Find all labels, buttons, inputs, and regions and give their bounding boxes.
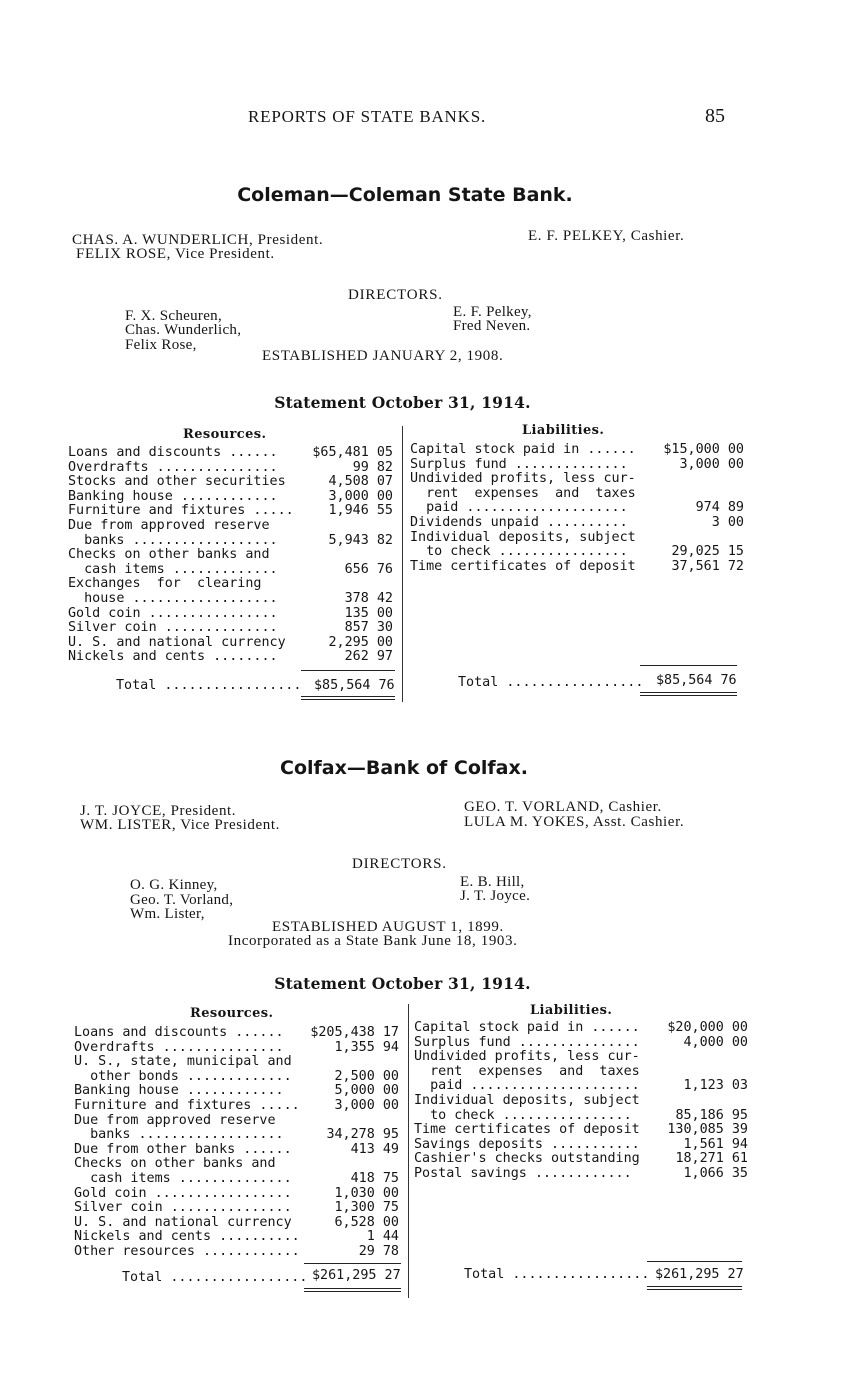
double-rule [304,1288,401,1289]
resource-row [74,1216,404,1231]
resource-row [68,548,398,563]
liability-row [414,1034,748,1051]
directors-heading: DIRECTORS. [348,287,443,303]
resource-row [68,475,398,490]
double-rule [640,692,737,693]
resource-row [68,563,398,578]
resource-row [68,577,398,592]
director-name: Wm. Lister, [130,906,205,922]
line-item-amount: 99 82 [352,459,393,475]
incorporated-date: Incorporated as a State Bank June 18, 1903. [228,933,518,949]
liabilities-heading: Liabilities. [522,423,605,438]
line-item-label: Surplus fund .............. [410,456,628,472]
resource-row [74,1187,404,1202]
line-item-label: rent expenses and taxes [410,485,636,501]
line-item-label: Loans and discounts ...... [74,1025,284,1040]
resource-row [68,650,398,665]
line-item-amount: 6,528 00 [334,1214,399,1230]
line-item-amount: 3,000 00 [328,488,393,504]
liability-row [414,1094,744,1109]
double-rule [647,1289,742,1290]
officer-vice-president: WM. LISTER, Vice President. [80,817,280,833]
line-item-label: Gold coin ................ [68,605,278,621]
resource-row [74,1099,404,1114]
line-item-amount: $65,481 05 [312,445,393,460]
total-rule [640,665,737,666]
line-item-label: Stocks and other securities [68,474,286,490]
line-item-label: cash items .............. [74,1170,292,1186]
line-item-amount: 37,561 72 [671,558,744,574]
line-item-label: Checks on other banks and [74,1156,276,1172]
line-item-amount: 5,943 82 [328,532,393,548]
column-divider [402,426,403,702]
line-item-label: Checks on other banks and [68,547,270,563]
liabilities-heading: Liabilities. [530,1003,613,1018]
director-name: E. F. Pelkey, [453,304,532,320]
liability-row [414,1151,748,1167]
line-item-amount: 18,271 61 [675,1151,748,1167]
line-item-label: Due from approved reserve [68,517,270,533]
line-item-amount: 413 49 [350,1141,399,1157]
statement-heading: Statement October 31, 1914. [274,974,531,993]
resource-row [74,1026,404,1041]
line-item-amount: 135 00 [344,605,393,621]
line-item-label: Furniture and fixtures ..... [68,503,294,519]
director-name: E. B. Hill, [460,874,525,890]
line-item-amount: 656 76 [344,561,393,577]
officer-vice-president: FELIX ROSE, Vice President. [76,246,275,262]
directors-heading: DIRECTORS. [352,856,447,872]
liability-row [410,487,740,502]
resource-row [68,592,398,607]
resource-row [74,1230,404,1245]
line-item-amount: 1,066 35 [683,1165,748,1181]
line-item-amount: 2,295 00 [328,634,393,650]
running-header: REPORTS OF STATE BANKS. [248,107,487,126]
line-item-label: house .................. [68,590,278,606]
line-item-label: U. S. and national currency [68,634,286,650]
double-rule [640,695,737,696]
line-item-amount: 29 78 [358,1243,399,1259]
resource-row [68,490,398,505]
liabilities-total-label: Total ................. [458,675,644,690]
line-item-amount: 3,000 00 [334,1097,399,1113]
statement-heading: Statement October 31, 1914. [274,393,531,412]
line-item-label: Other resources ............ [74,1243,300,1259]
liability-row [414,1078,748,1094]
bank-title: Coleman—Coleman State Bank. [237,184,573,206]
resource-row [74,1245,404,1260]
line-item-amount: 3 00 [711,514,744,530]
director-name: Chas. Wunderlich, [125,322,242,338]
liability-row [414,1107,748,1124]
liabilities-total-amount: $85,564 76 [656,673,737,688]
line-item-label: banks .................. [74,1127,284,1143]
liabilities-table [414,1020,748,1182]
line-item-label: U. S. and national currency [74,1214,292,1230]
resource-row [74,1201,404,1216]
resources-heading: Resources. [183,427,267,442]
liability-row [414,1122,748,1138]
officer-president: J. T. JOYCE, President. [80,803,237,819]
director-name: Fred Neven. [453,318,531,334]
total-rule [647,1261,742,1262]
line-item-label: Postal savings ............ [414,1165,632,1181]
resource-row [74,1070,404,1085]
liability-row [410,544,744,560]
line-item-amount: $205,438 17 [310,1025,399,1040]
line-item-amount: $20,000 00 [667,1020,748,1035]
column-divider [408,1004,409,1298]
line-item-label: Undivided profits, less cur- [410,471,636,487]
line-item-label: banks .................. [68,532,278,548]
resources-total-label: Total ................. [116,678,302,693]
resource-row [74,1172,404,1187]
total-rule [301,670,395,671]
liabilities-total-amount: $261,295 27 [655,1267,744,1282]
double-rule [301,696,395,697]
resources-table [74,1026,404,1260]
resource-row [74,1143,404,1158]
double-rule [301,699,395,700]
line-item-label: Dividends unpaid .......... [410,514,628,530]
line-item-label: Cashier's checks outstanding [414,1151,640,1167]
resource-row [68,504,398,519]
liability-row [414,1020,748,1036]
line-item-label: Capital stock paid in ...... [410,442,636,457]
line-item-label: paid .................... [410,500,628,516]
line-item-amount: 130,085 39 [667,1122,748,1138]
resource-row [68,636,398,651]
line-item-label: Furniture and fixtures ..... [74,1097,300,1113]
line-item-amount: 5,000 00 [334,1083,399,1099]
line-item-label: Savings deposits ........... [414,1136,640,1152]
resource-row [68,607,398,622]
line-item-label: Due from other banks ...... [74,1141,292,1157]
liability-row [414,1065,744,1080]
line-item-amount: 418 75 [350,1170,399,1186]
line-item-amount: 4,000 00 [683,1034,748,1050]
liability-row [414,1165,748,1182]
line-item-amount: 34,278 95 [326,1127,399,1143]
liability-row [410,442,744,458]
line-item-label: Time certificates of deposit [410,558,636,574]
liability-row [410,472,740,487]
director-name: O. G. Kinney, [130,877,218,893]
resource-row [68,461,398,476]
resources-table [68,446,398,665]
total-rule [304,1263,401,1264]
resources-total-label: Total ................. [122,1270,308,1285]
liability-row [410,558,744,575]
line-item-label: Nickels and cents .......... [74,1229,300,1245]
liability-row [410,456,744,473]
bank-title: Colfax—Bank of Colfax. [280,757,528,779]
line-item-label: other bonds ............. [74,1068,292,1084]
officer-asst-cashier: LULA M. YOKES, Asst. Cashier. [464,814,685,830]
line-item-label: Overdrafts ............... [68,459,278,475]
line-item-amount: 85,186 95 [675,1107,748,1123]
resource-row [68,446,398,461]
line-item-amount: $15,000 00 [663,442,744,457]
line-item-amount: 2,500 00 [334,1068,399,1084]
line-item-amount: 1,123 03 [683,1078,748,1094]
page-number: 85 [705,105,725,127]
liability-row [414,1136,748,1153]
line-item-amount: 1,946 55 [328,503,393,519]
resources-total-amount: $85,564 76 [314,678,395,693]
liability-row [410,500,744,516]
line-item-label: Nickels and cents ........ [68,649,278,665]
officer-cashier: GEO. T. VORLAND, Cashier. [464,799,662,815]
line-item-amount: 1,300 75 [334,1200,399,1216]
line-item-label: Overdrafts ............... [74,1039,284,1055]
line-item-amount: 857 30 [344,620,393,636]
director-name: Felix Rose, [125,337,197,353]
line-item-label: Silver coin ............... [74,1200,292,1216]
double-rule [304,1291,401,1292]
line-item-label: cash items ............. [68,561,278,577]
liability-row [414,1050,744,1065]
line-item-label: U. S., state, municipal and [74,1054,292,1070]
line-item-label: Loans and discounts ...... [68,445,278,460]
line-item-label: Silver coin .............. [68,620,278,636]
resource-row [68,519,398,534]
director-name: Geo. T. Vorland, [130,892,234,908]
line-item-amount: 1,355 94 [334,1039,399,1055]
line-item-amount: 3,000 00 [679,456,744,472]
line-item-label: Individual deposits, subject [414,1092,640,1108]
line-item-label: Exchanges for clearing [68,576,262,592]
line-item-label: Due from approved reserve [74,1112,276,1128]
line-item-amount: 1,561 94 [683,1136,748,1152]
established-date: ESTABLISHED JANUARY 2, 1908. [262,348,504,364]
line-item-label: Capital stock paid in ...... [414,1020,640,1035]
director-name: J. T. Joyce. [460,888,531,904]
line-item-amount: 378 42 [344,590,393,606]
resource-row [74,1084,404,1099]
resources-total-amount: $261,295 27 [312,1268,401,1283]
line-item-label: paid ..................... [414,1078,640,1094]
director-name: F. X. Scheuren, [125,308,223,324]
line-item-label: rent expenses and taxes [414,1063,640,1079]
officer-cashier: E. F. PELKEY, Cashier. [528,228,685,244]
resource-row [74,1114,404,1129]
double-rule [647,1286,742,1287]
resource-row [74,1041,404,1056]
resource-row [74,1055,404,1070]
resource-row [74,1128,404,1143]
liability-row [410,531,740,546]
line-item-label: to check ................ [414,1107,632,1123]
line-item-label: Banking house ............ [68,488,278,504]
line-item-label: Undivided profits, less cur- [414,1049,640,1065]
line-item-amount: 4,508 07 [328,474,393,490]
line-item-label: Gold coin ................. [74,1185,292,1201]
established-date: ESTABLISHED AUGUST 1, 1899. [272,919,504,935]
line-item-label: to check ................ [410,544,628,560]
resource-row [68,534,398,549]
liabilities-total-label: Total ................. [464,1267,650,1282]
resource-row [74,1157,404,1172]
line-item-label: Banking house ............ [74,1083,284,1099]
line-item-amount: 262 97 [344,649,393,665]
line-item-amount: 1,030 00 [334,1185,399,1201]
officer-president: CHAS. A. WUNDERLICH, President. [72,232,324,248]
liabilities-table [410,442,744,574]
line-item-amount: 1 44 [366,1229,399,1245]
liability-row [410,514,744,531]
line-item-amount: 29,025 15 [671,544,744,560]
line-item-label: Time certificates of deposit [414,1122,640,1138]
line-item-amount: 974 89 [695,500,744,516]
line-item-label: Individual deposits, subject [410,529,636,545]
resources-heading: Resources. [190,1006,274,1021]
line-item-label: Surplus fund ............... [414,1034,640,1050]
resource-row [68,621,398,636]
